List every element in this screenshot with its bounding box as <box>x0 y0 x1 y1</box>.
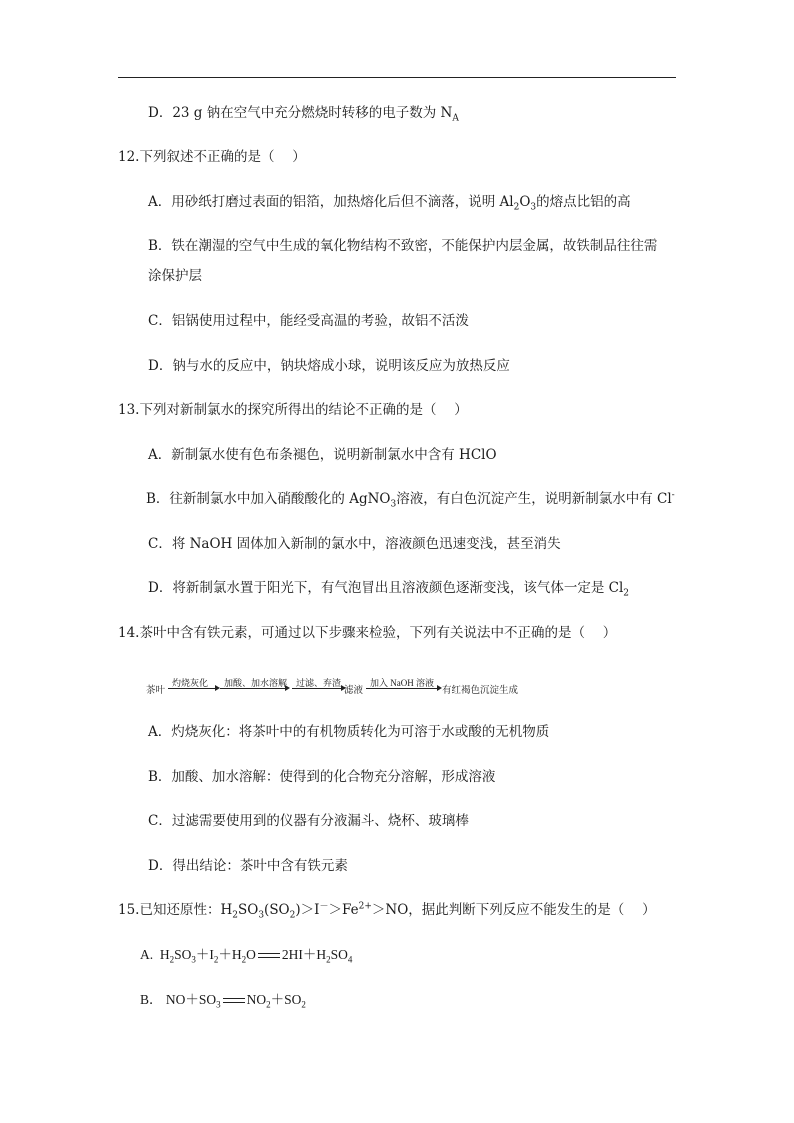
flow-node-tea: 茶叶 <box>146 686 166 696</box>
question-14-stem: 14.茶叶中含有铁元素，可通过以下步骤来检验，下列有关说法中不正确的是（ ） <box>118 625 617 641</box>
q12-option-d: D．钠与水的反应中，钠块熔成小球，说明该反应为放热反应 <box>148 358 510 374</box>
text: O <box>246 947 256 962</box>
flow-label-ashing: 灼烧灰化 <box>172 678 209 688</box>
subscript: 2 <box>513 202 520 213</box>
text: ＋I <box>195 947 214 962</box>
q12-option-b-line1: B．铁在潮湿的空气中生成的氧化物结构不致密，不能保护内层金属，故铁制品往往需 <box>148 238 658 254</box>
text: )＞I <box>295 902 320 918</box>
subscript: 2 <box>232 910 238 921</box>
superscript: － <box>319 901 329 912</box>
text: SO <box>174 947 192 962</box>
q12-option-b-line2: 涂保护层 <box>148 268 202 284</box>
text: ＋H <box>218 947 242 962</box>
flow-arrow-3 <box>292 688 342 689</box>
text: 15.已知还原性：H <box>118 902 233 918</box>
subscript: 2 <box>241 954 247 965</box>
superscript: - <box>671 490 675 501</box>
text: SO <box>237 902 259 918</box>
q14-option-b: B．加酸、加水溶解：使得到的化合物充分溶解，形成溶液 <box>148 769 496 785</box>
q11-option-d <box>148 104 459 122</box>
text: 的熔点比铝的高 <box>536 194 631 210</box>
text: NO＋SO <box>165 992 217 1007</box>
question-13-stem: 13.下列对新制氯水的探究所得出的结论不正确的是（ ） <box>118 402 468 418</box>
q15-option-a <box>140 946 352 964</box>
subscript: 3 <box>390 499 397 510</box>
flow-node-filtrate: 滤液 <box>344 686 364 696</box>
q14-option-d: D．得出结论：茶叶中含有铁元素 <box>148 858 348 874</box>
q13-option-a: A．新制氯水使有色布条褪色，说明新制氯水中含有 HClO <box>148 447 497 463</box>
text: A．用砂纸打磨过表面的铝箔，加热熔化后但不滴落，说明 Al <box>148 194 514 210</box>
text: SO <box>330 947 348 962</box>
flow-label-naoh: 加入 NaOH 溶液 <box>370 678 434 688</box>
text: B．往新制氯水中加入硝酸酸化的 AgNO <box>146 491 391 507</box>
superscript: 2+ <box>358 901 372 912</box>
q12-option-a <box>148 193 631 211</box>
flow-arrow-1 <box>168 688 216 689</box>
flow-label-filter: 过滤、弃渣 <box>296 678 342 688</box>
subscript: 2 <box>169 954 175 965</box>
text: D．将新制氯水置于阳光下，有气泡冒出且溶液颜色逐渐变浅，该气体一定是 Cl <box>148 580 624 596</box>
subscript: 2 <box>326 954 331 965</box>
subscript: 3 <box>530 202 537 213</box>
q13-option-d <box>148 579 629 597</box>
option-label: A. <box>140 947 154 962</box>
flow-label-dissolve: 加酸、加水溶解 <box>224 678 288 688</box>
flow-arrow-2 <box>220 688 286 689</box>
question-15-stem <box>118 901 656 919</box>
q11-option-d-text: D．23 g 钠在空气中充分燃烧时转移的电子数为 N <box>148 105 453 121</box>
text: ＞NO，据此判断下列反应不能发生的是（ ） <box>371 902 656 918</box>
option-label: B． <box>140 992 163 1007</box>
equals-sign <box>258 953 280 958</box>
subscript: 2 <box>301 999 306 1010</box>
header-rule <box>118 77 676 78</box>
subscript: 2 <box>213 954 219 965</box>
q12-option-c: C．铝锅使用过程中，能经受高温的考验，故铝不活泼 <box>148 313 469 329</box>
q13-option-b <box>146 490 675 508</box>
q15-option-b <box>140 991 306 1009</box>
subscript: 2 <box>289 910 296 921</box>
text: 2HI＋H <box>281 947 327 962</box>
text: ＞Fe <box>328 902 359 918</box>
text: (SO <box>264 902 290 918</box>
text: 溶液，有白色沉淀产生，说明新制氯水中有 Cl <box>396 491 672 507</box>
text: NO <box>246 992 267 1007</box>
subscript: 4 <box>347 954 353 965</box>
q14-option-c: C．过滤需要使用到的仪器有分液漏斗、烧杯、玻璃棒 <box>148 813 469 829</box>
text: O <box>519 194 531 210</box>
q13-option-c: C．将 NaOH 固体加入新制的氯水中，溶液颜色迅速变浅，甚至消失 <box>148 536 561 552</box>
q14-option-a: A．灼烧灰化：将茶叶中的有机物质转化为可溶于水或酸的无机物质 <box>148 724 550 740</box>
subscript: 3 <box>258 910 265 921</box>
equals-sign <box>223 998 245 1003</box>
subscript: A <box>452 113 459 124</box>
subscript: 2 <box>266 999 271 1010</box>
text: H <box>159 947 170 962</box>
flow-arrow-4 <box>366 688 438 689</box>
text: ＋SO <box>270 992 302 1007</box>
question-12-stem: 12.下列叙述不正确的是（ ） <box>118 149 306 165</box>
subscript: 2 <box>623 588 629 599</box>
subscript: 3 <box>216 999 221 1010</box>
subscript: 3 <box>191 954 196 965</box>
flow-node-result: 有红褐色沉淀生成 <box>442 686 519 696</box>
